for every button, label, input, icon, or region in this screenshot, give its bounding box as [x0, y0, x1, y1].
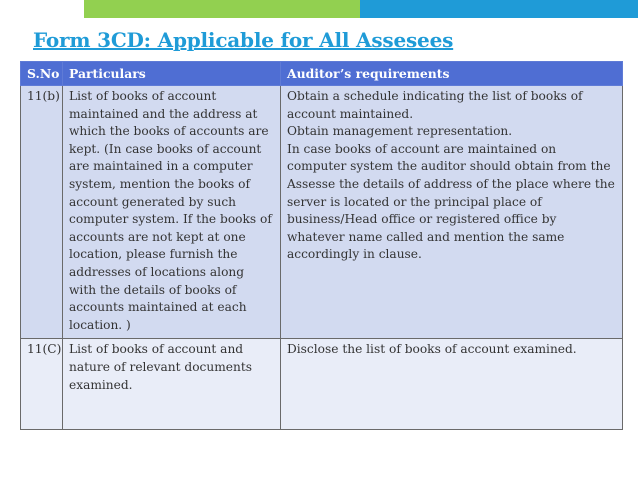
table-header-row: [21, 62, 623, 86]
cell-sno: 11(b): [21, 86, 63, 339]
header-requirements: Auditor’s requirements: [281, 62, 623, 86]
table-row: [21, 86, 623, 339]
requirement-line: Obtain a schedule indicating the list of books of account maintained.: [287, 89, 583, 121]
cell-requirements: [281, 86, 623, 339]
header-particulars: Particulars: [63, 62, 281, 86]
cell-particulars: List of books of account and nature of relevant documents examined.: [63, 339, 281, 430]
header-band-green: [84, 0, 360, 18]
cell-particulars: List of books of account maintained and the address at which the books of accounts are kept. (In case books of account are maintained in a computer system, mention the books of account generated by such computer system. If the books of accounts are not kept at one location, please furnish the addresses of locations along with the details of books of accounts maintained at each location. ): [63, 86, 281, 339]
requirement-line: Obtain management representation.: [287, 124, 513, 139]
cell-requirements: [281, 339, 623, 430]
cell-sno: 11(C): [21, 339, 63, 430]
table-row: [21, 339, 623, 430]
page-title: Form 3CD: Applicable for All Assesees: [33, 28, 454, 52]
requirement-line: In case books of account are maintained on computer system the auditor should obtain from the Assesse the details of address of the place where the server is located or the principal place of business/Head office or registered office by whatever name called and mention the same accordingly in clause.: [287, 141, 615, 262]
header-band-blue: [360, 0, 638, 18]
header-sno: S.No: [21, 62, 63, 86]
requirement-line: Disclose the list of books of account examined.: [287, 342, 577, 357]
form-table: [20, 61, 623, 430]
